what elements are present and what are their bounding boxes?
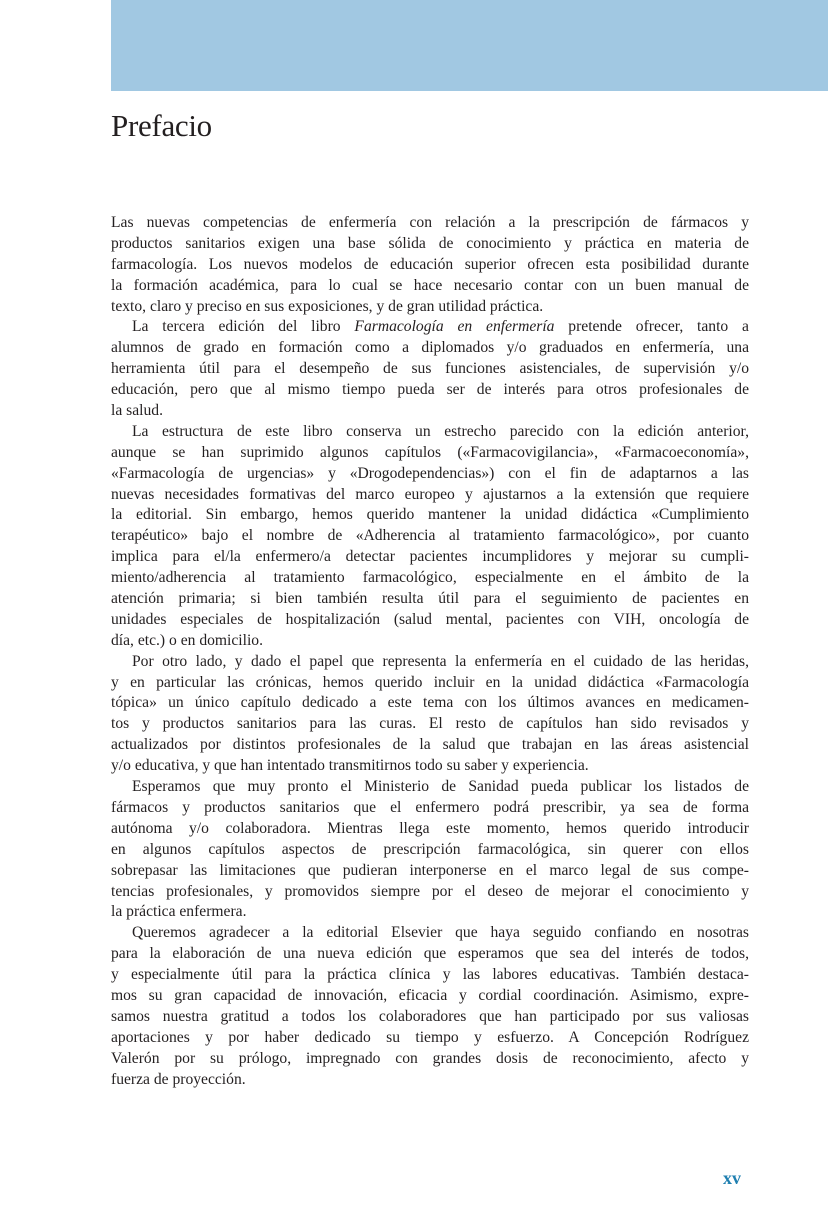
- text-line: samos nuestra gratitud a todos los colaboradores que han participado por sus valiosas: [111, 1007, 749, 1025]
- paragraph: [111, 317, 749, 421]
- paragraph: [111, 422, 749, 652]
- paragraph: [111, 213, 749, 317]
- text-line: educación, pero que al mismo tiempo pueda ser de interés para otros profesionales de: [111, 381, 749, 399]
- preface-body: [111, 213, 749, 1090]
- text-line: tópica» un único capítulo dedicado a este tema con los últimos avances en medicamen-: [111, 694, 749, 712]
- text-line: sobrepasar las limitaciones que pudieran interponerse en el marco legal de sus compe-: [111, 861, 749, 879]
- text-line: en algunos capítulos aspectos de prescripción farmacológica, sin querer con ellos: [111, 840, 749, 858]
- text-line: la editorial. Sin embargo, hemos querido mantener la unidad didáctica «Cumplimiento: [111, 506, 749, 524]
- paragraph: [111, 923, 749, 1090]
- text-line: fuerza de proyección.: [111, 1070, 246, 1088]
- text-line: día, etc.) o en domicilio.: [111, 631, 263, 649]
- text-line: tencias profesionales, y promovidos siempre por el deseo de mejorar el conocimiento y: [111, 882, 749, 900]
- text-line: La estructura de este libro conserva un estrecho parecido con la edición anterior,: [132, 422, 749, 440]
- text-line: [111, 317, 749, 338]
- text-line: terapéutico» bajo el nombre de «Adherencia al tratamiento farmacológico», por cuanto: [111, 527, 749, 545]
- text-line: Por otro lado, y dado el papel que representa la enfermería en el cuidado de las heridas,: [132, 652, 749, 670]
- text-line: aunque se han suprimido algunos capítulos («Farmacovigilancia», «Farmacoeconomía»,: [111, 443, 749, 461]
- text-line: mos su gran capacidad de innovación, eficacia y cordial coordinación. Asimismo, expre-: [111, 986, 749, 1004]
- text-line: «Farmacología de urgencias» y «Drogodependencias») con el fin de adaptarnos a las: [111, 464, 749, 482]
- text-line: y/o educativa, y que han intentado transmitirnos todo su saber y experiencia.: [111, 757, 589, 775]
- text-line: texto, claro y preciso en sus exposiciones, y de gran utilidad práctica.: [111, 297, 544, 315]
- text-line: farmacología. Los nuevos modelos de educación superior ofrecen esta posibilidad durante: [111, 255, 749, 273]
- text-line: aportaciones y por haber dedicado su tiempo y esfuerzo. A Concepción Rodríguez: [111, 1028, 749, 1046]
- text-line: para la elaboración de una nueva edición que esperamos que sea del interés de todos,: [111, 945, 749, 963]
- text-line: miento/adherencia al tratamiento farmacológico, especialmente en el ámbito de la: [111, 569, 749, 587]
- text-line: productos sanitarios exigen una base sólida de conocimiento y práctica en materia de: [111, 234, 749, 252]
- text-line: Queremos agradecer a la editorial Elsevier que haya seguido confiando en nosotras: [132, 924, 749, 942]
- book-title: Farmacología en enfermería: [354, 318, 555, 336]
- text-line: actualizados por distintos profesionales de la salud que trabajan en las áreas asistencial: [111, 736, 749, 754]
- text-line: tos y productos sanitarios para las curas. El resto de capítulos han sido revisados y: [111, 715, 749, 733]
- text-line: atención primaria; si bien también resulta útil para el seguimiento de pacientes en: [111, 590, 749, 608]
- header-band: [111, 0, 828, 91]
- text-line: implica para el/la enfermero/a detectar pacientes incumplidores y mejorar su cumpli-: [111, 548, 749, 566]
- text-line: Las nuevas competencias de enfermería con relación a la prescripción de fármacos y: [111, 214, 749, 231]
- text-line: Valerón por su prólogo, impregnado con grandes dosis de reconocimiento, afecto y: [111, 1049, 749, 1067]
- text-line: nuevas necesidades formativas del marco europeo y ajustarnos a la extensión que requiere: [111, 485, 749, 503]
- text-line: Esperamos que muy pronto el Ministerio de Sanidad pueda publicar los listados de: [132, 778, 749, 796]
- text-line: la formación académica, para lo cual se hace necesario contar con un buen manual de: [111, 276, 749, 294]
- text-line: y en particular las crónicas, hemos querido incluir en la unidad didáctica «Farmacología: [111, 673, 749, 691]
- text-line: fármacos y productos sanitarios que el enfermero podrá prescribir, ya sea de forma: [111, 798, 749, 816]
- text-line: alumnos de grado en formación como a diplomados y/o graduados en enfermería, una: [111, 339, 749, 357]
- text-line: herramienta útil para el desempeño de sus funciones asistenciales, de supervisión y/o: [111, 360, 749, 378]
- text-line: la salud.: [111, 402, 163, 420]
- paragraph: [111, 652, 749, 777]
- text-line: la práctica enfermera.: [111, 903, 247, 921]
- text-line: autónoma y/o colaboradora. Mientras llega este momento, hemos querido introducir: [111, 819, 749, 837]
- text-line: y especialmente útil para la práctica clínica y las labores educativas. También destaca-: [111, 966, 749, 984]
- page-title: Prefacio: [111, 108, 212, 143]
- paragraph: [111, 777, 749, 923]
- text-segment: La tercera edición del libro: [132, 318, 355, 336]
- text-line: unidades especiales de hospitalización (salud mental, pacientes con VIH, oncología de: [111, 610, 749, 628]
- page-number: xv: [723, 1168, 741, 1188]
- text-segment: pretende ofrecer, tanto a: [554, 318, 749, 336]
